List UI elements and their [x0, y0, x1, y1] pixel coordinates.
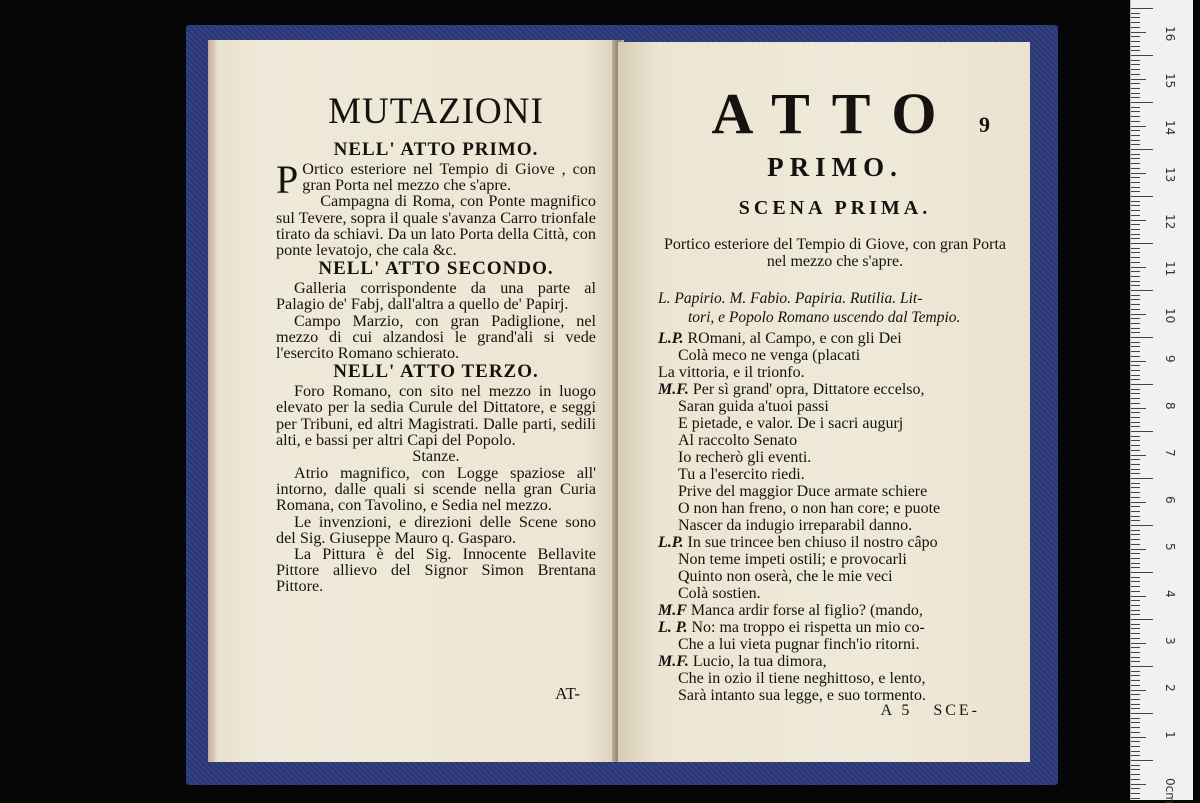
- ruler-tick: [1131, 234, 1140, 235]
- ruler-tick: [1131, 252, 1140, 253]
- ruler-tick: [1131, 544, 1140, 545]
- dialogue-text: Colà meco ne venga (placati: [678, 347, 860, 364]
- left-page: [208, 40, 618, 762]
- dialogue-line: [658, 364, 1012, 381]
- ruler-tick: [1131, 506, 1140, 507]
- act2-paragraph-2: Campo Marzio, con gran Padiglione, nel mezzo di cui alzandosi le grand'ali si vede l'esercito Romano schierato.: [276, 313, 596, 362]
- dialogue-text: Che a lui vieta pugnar finch'io ritorni.: [678, 636, 919, 653]
- ruler-tick: [1131, 271, 1140, 272]
- dialogue-line: [658, 517, 1012, 534]
- ruler-tick: [1131, 422, 1140, 423]
- cast-line-1: L. Papirio. M. Fabio. Papiria. Rutilia. Lit-: [658, 290, 1012, 307]
- ruler-tick: [1131, 469, 1140, 470]
- catchword-right: SCE-: [933, 702, 980, 719]
- ruler-tick: [1131, 93, 1140, 94]
- ruler-tick: [1131, 755, 1140, 756]
- ruler-tick: [1131, 41, 1140, 42]
- act-number: PRIMO.: [658, 152, 1012, 183]
- ruler-tick: [1131, 32, 1146, 33]
- dialogue-text: Che in ozio il tiene neghittoso, e lento,: [678, 670, 926, 687]
- ruler-tick: [1131, 13, 1140, 14]
- ruler-number: 13: [1163, 167, 1177, 182]
- act3-paragraph-1: Foro Romano, con sito nel mezzo in luogo elevato per la sedia Curule del Dittatore, e seggi per Tribuni, ed altri Magistrati. Dalle parti, sedili alti, e bassi per altri Capi del Popolo.: [276, 383, 596, 448]
- ruler-number: 16: [1163, 26, 1177, 41]
- dialogue-text: Colà sostien.: [678, 585, 761, 602]
- ruler-tick: [1131, 436, 1140, 437]
- dialogue-text: Quinto non oserà, che le mie veci: [678, 568, 893, 585]
- ruler-tick: [1131, 389, 1140, 390]
- ruler-number: 10: [1163, 308, 1177, 323]
- dialogue-text: E pietade, e valor. De i sacri augurj: [678, 415, 903, 432]
- ruler-tick: [1131, 619, 1153, 620]
- ruler-tick: [1131, 502, 1146, 503]
- act1-heading: NELL' ATTO PRIMO.: [276, 139, 596, 161]
- ruler-tick: [1131, 102, 1153, 103]
- dialogue-text: Saran guida a'tuoi passi: [678, 398, 829, 415]
- dialogue-text: No: ma troppo ei rispetta un mio co-: [691, 619, 924, 636]
- ruler-tick: [1131, 699, 1140, 700]
- ruler-number: 0cm: [1163, 778, 1177, 803]
- ruler-tick: [1131, 248, 1140, 249]
- act1-paragraph-1: [276, 161, 596, 193]
- dialogue-line: [658, 330, 1012, 347]
- ruler-tick: [1131, 262, 1140, 263]
- ruler-tick: [1131, 638, 1140, 639]
- ruler-tick: [1131, 765, 1140, 766]
- dialogue-text: Prive del maggior Duce armate schiere: [678, 483, 927, 500]
- ruler-tick: [1131, 398, 1140, 399]
- ruler-tick: [1131, 737, 1146, 738]
- ruler-tick: [1131, 412, 1140, 413]
- ruler-tick: [1131, 581, 1140, 582]
- ruler-tick: [1131, 83, 1140, 84]
- ruler-tick: [1131, 769, 1140, 770]
- ruler-tick: [1131, 191, 1140, 192]
- ruler-tick: [1131, 473, 1140, 474]
- act-title: ATTO: [658, 84, 1012, 144]
- ruler-tick: [1131, 285, 1140, 286]
- ruler-tick: [1131, 370, 1140, 371]
- ruler-tick: [1131, 135, 1140, 136]
- act1-paragraph-1-text: Ortico esteriore nel Tempio di Giove , con gran Porta nel mezzo che s'apre.: [302, 160, 596, 194]
- dialogue-text: La vittoria, e il trionfo.: [658, 364, 805, 381]
- ruler-number: 3: [1163, 637, 1177, 645]
- ruler-tick: [1131, 158, 1140, 159]
- ruler-tick: [1131, 610, 1140, 611]
- dialogue-line: [658, 449, 1012, 466]
- ruler-tick: [1131, 281, 1140, 282]
- ruler-tick: [1131, 393, 1140, 394]
- dialogue-line: [658, 432, 1012, 449]
- ruler-number: 1: [1163, 731, 1177, 739]
- ruler-number: 8: [1163, 402, 1177, 410]
- dialogue-line: [658, 500, 1012, 517]
- ruler-tick: [1131, 534, 1140, 535]
- ruler-tick: [1131, 210, 1140, 211]
- ruler-tick: [1131, 356, 1140, 357]
- speaker-tag: L.P.: [658, 330, 683, 347]
- ruler-tick: [1131, 8, 1153, 9]
- ruler-tick: [1131, 290, 1153, 291]
- dialogue-line: [658, 653, 1012, 670]
- ruler-tick: [1131, 628, 1140, 629]
- ruler-number: 9: [1163, 355, 1177, 363]
- dialogue-line: [658, 568, 1012, 585]
- act2-paragraph-1: Galleria corrispondente da una parte al Palagio de' Fabj, dall'altra a quello de' Papirj.: [276, 280, 596, 312]
- scene-title: SCENA PRIMA.: [658, 197, 1012, 220]
- ruler-tick: [1131, 525, 1153, 526]
- credits-scene: Le invenzioni, e direzioni delle Scene sono del Sig. Giuseppe Mauro q. Gasparo.: [276, 514, 596, 546]
- ruler-tick: [1131, 309, 1140, 310]
- dialogue-line: [658, 381, 1012, 398]
- dialogue-text: Per sì grand' opra, Dittatore eccelso,: [693, 381, 925, 398]
- ruler-tick: [1131, 384, 1153, 385]
- ruler-tick: [1131, 511, 1140, 512]
- ruler-tick: [1131, 379, 1140, 380]
- ruler-tick: [1131, 774, 1140, 775]
- ruler-tick: [1131, 643, 1146, 644]
- ruler-tick: [1131, 74, 1140, 75]
- ruler-number: 7: [1163, 449, 1177, 457]
- ruler-tick: [1131, 600, 1140, 601]
- ruler-tick: [1131, 116, 1140, 117]
- ruler-tick: [1131, 690, 1146, 691]
- dialogue-text: In sue trincee ben chiuso il nostro câpo: [687, 534, 937, 551]
- dialogue-line: [658, 636, 1012, 653]
- ruler-tick: [1131, 483, 1140, 484]
- ruler-tick: [1131, 22, 1140, 23]
- ruler-tick: [1131, 163, 1140, 164]
- ruler-number: 4: [1163, 590, 1177, 598]
- ruler-tick: [1131, 361, 1146, 362]
- ruler-tick: [1131, 549, 1146, 550]
- dialogue-line: [658, 347, 1012, 364]
- ruler-tick: [1131, 36, 1140, 37]
- ruler-tick: [1131, 779, 1140, 780]
- ruler-tick: [1131, 177, 1140, 178]
- ruler-number: 6: [1163, 496, 1177, 504]
- ruler-tick: [1131, 220, 1146, 221]
- ruler-tick: [1131, 530, 1140, 531]
- ruler-tick: [1131, 694, 1140, 695]
- speaker-tag: M.F.: [658, 653, 689, 670]
- ruler-tick: [1131, 553, 1140, 554]
- ruler-tick: [1131, 17, 1140, 18]
- ruler-tick: [1131, 751, 1140, 752]
- ruler-tick: [1131, 445, 1140, 446]
- speaker-tag: M.F.: [658, 381, 689, 398]
- ruler-tick: [1131, 144, 1140, 145]
- ruler-tick: [1131, 666, 1153, 667]
- ruler-tick: [1131, 295, 1140, 296]
- ruler-tick: [1131, 591, 1140, 592]
- ruler-tick: [1131, 328, 1140, 329]
- dialogue-text: ROmani, al Campo, e con gli Dei: [687, 330, 901, 347]
- ruler-tick: [1131, 784, 1146, 785]
- ruler-tick: [1131, 304, 1140, 305]
- ruler-tick: [1131, 173, 1146, 174]
- ruler-tick: [1131, 605, 1140, 606]
- act3-heading: NELL' ATTO TERZO.: [276, 361, 596, 383]
- ruler-tick: [1131, 121, 1140, 122]
- dialogue-text: Manca ardir forse al figlio? (mando,: [691, 602, 923, 619]
- ruler-tick: [1131, 50, 1140, 51]
- ruler-tick: [1131, 69, 1140, 70]
- speaker-tag: L. P.: [658, 619, 687, 636]
- ruler-tick: [1131, 704, 1140, 705]
- ruler-tick: [1131, 450, 1140, 451]
- ruler-tick: [1131, 351, 1140, 352]
- ruler-tick: [1131, 267, 1146, 268]
- drop-cap: P: [276, 163, 298, 197]
- ruler-tick: [1131, 741, 1140, 742]
- ruler-number: 5: [1163, 543, 1177, 551]
- catchword-left: AT-: [555, 684, 580, 704]
- speaker-tag: M.F: [658, 602, 687, 619]
- ruler-tick: [1131, 332, 1140, 333]
- act1-paragraph-2: Campagna di Roma, con Ponte magnifico sul Tevere, sopra il quale s'avanza Carro trionfale tirato da schiavi. Da un lato Porta della Città, con ponte levatojo, che cala &c.: [276, 193, 596, 258]
- measuring-ruler: [1130, 0, 1193, 800]
- ruler-tick: [1131, 201, 1140, 202]
- ruler-number: 15: [1163, 73, 1177, 88]
- ruler-tick: [1131, 459, 1140, 460]
- ruler-tick: [1131, 718, 1140, 719]
- scene-setting: Portico esteriore del Tempio di Giove, con gran Porta nel mezzo che s'apre.: [658, 236, 1012, 270]
- ruler-tick: [1131, 149, 1153, 150]
- ruler-tick: [1131, 60, 1140, 61]
- ruler-number: 14: [1163, 120, 1177, 135]
- speaker-tag: L.P.: [658, 534, 683, 551]
- ruler-tick: [1131, 760, 1153, 761]
- ruler-tick: [1131, 224, 1140, 225]
- ruler-tick: [1131, 652, 1140, 653]
- ruler-tick: [1131, 64, 1140, 65]
- ruler-tick: [1131, 342, 1140, 343]
- dialogue-text: Sarà intanto sua legge, e suo tormento.: [678, 687, 926, 704]
- ruler-tick: [1131, 614, 1140, 615]
- ruler-tick: [1131, 97, 1140, 98]
- ruler-tick: [1131, 539, 1140, 540]
- dialogue-text: Tu a l'esercito riedi.: [678, 466, 805, 483]
- ruler-tick: [1131, 88, 1140, 89]
- ruler-tick: [1131, 27, 1140, 28]
- dialogue-text: Io recherò gli eventi.: [678, 449, 811, 466]
- ruler-tick: [1131, 788, 1140, 789]
- ruler-tick: [1131, 111, 1140, 112]
- dialogue-line: [658, 602, 1012, 619]
- ruler-tick: [1131, 727, 1140, 728]
- ruler-tick: [1131, 130, 1140, 131]
- ruler-tick: [1131, 323, 1140, 324]
- ruler-tick: [1131, 520, 1140, 521]
- dialogue-line: [658, 670, 1012, 687]
- signature-mark: A 5: [881, 702, 913, 719]
- page-title: MUTAZIONI: [276, 90, 596, 133]
- dialogue-line: [658, 619, 1012, 636]
- ruler-tick: [1131, 215, 1140, 216]
- ruler-tick: [1131, 196, 1153, 197]
- ruler-tick: [1131, 276, 1140, 277]
- dialogue-line: [658, 466, 1012, 483]
- ruler-tick: [1131, 140, 1140, 141]
- ruler-number: 2: [1163, 684, 1177, 692]
- ruler-tick: [1131, 633, 1140, 634]
- ruler-tick: [1131, 685, 1140, 686]
- credits-painting: La Pittura è del Sig. Innocente Bellavite Pittore allievo del Signor Simon Brentana Pittore.: [276, 546, 596, 595]
- dialogue-text: Nascer da indugio irreparabil danno.: [678, 517, 912, 534]
- ruler-tick: [1131, 455, 1146, 456]
- dialogue-line: [658, 398, 1012, 415]
- dialogue-line: [658, 534, 1012, 551]
- ruler-tick: [1131, 107, 1140, 108]
- ruler-tick: [1131, 243, 1153, 244]
- ruler-tick: [1131, 661, 1140, 662]
- ruler-tick: [1131, 722, 1140, 723]
- ruler-tick: [1131, 647, 1140, 648]
- ruler-tick: [1131, 365, 1140, 366]
- ruler-tick: [1131, 516, 1140, 517]
- ruler-tick: [1131, 746, 1140, 747]
- ruler-tick: [1131, 46, 1140, 47]
- ruler-tick: [1131, 572, 1153, 573]
- ruler-tick: [1131, 187, 1140, 188]
- ruler-tick: [1131, 168, 1140, 169]
- ruler-tick: [1131, 464, 1140, 465]
- dialogue-line: [658, 483, 1012, 500]
- ruler-tick: [1131, 680, 1140, 681]
- ruler-tick: [1131, 79, 1146, 80]
- ruler-tick: [1131, 182, 1140, 183]
- ruler-tick: [1131, 154, 1140, 155]
- ruler-tick: [1131, 440, 1140, 441]
- right-page: [618, 42, 1030, 762]
- ruler-tick: [1131, 431, 1153, 432]
- ruler-tick: [1131, 478, 1153, 479]
- ruler-tick: [1131, 793, 1140, 794]
- ruler-tick: [1131, 408, 1146, 409]
- ruler-tick: [1131, 497, 1140, 498]
- ruler-tick: [1131, 558, 1140, 559]
- ruler-tick: [1131, 596, 1146, 597]
- ruler-tick: [1131, 318, 1140, 319]
- ruler-tick: [1131, 713, 1153, 714]
- ruler-tick: [1131, 337, 1153, 338]
- ruler-tick: [1131, 567, 1140, 568]
- ruler-tick: [1131, 426, 1140, 427]
- stanze-label: Stanze.: [276, 448, 596, 465]
- ruler-tick: [1131, 492, 1140, 493]
- dialogue-text: Lucio, la tua dimora,: [693, 653, 827, 670]
- ruler-number: 11: [1163, 261, 1177, 276]
- ruler-tick: [1131, 314, 1146, 315]
- dialogue-line: [658, 415, 1012, 432]
- dialogue-text: Non teme impeti ostili; e provocarli: [678, 551, 907, 568]
- ruler-tick: [1131, 586, 1140, 587]
- ruler-tick: [1131, 205, 1140, 206]
- cast-line-2: tori, e Popolo Romano uscendo dal Tempio.: [658, 309, 1012, 326]
- ruler-tick: [1131, 375, 1140, 376]
- dialogue-text: Al raccolto Senato: [678, 432, 797, 449]
- act3-paragraph-2: Atrio magnifico, con Logge spaziose all' intorno, dalle quali si scende nella gran Curia Romana, con Tavolino, e Sedia nel mezzo.: [276, 465, 596, 514]
- dialogue-text: O non han freno, o non han core; e puote: [678, 500, 940, 517]
- ruler-tick: [1131, 403, 1140, 404]
- act2-heading: NELL' ATTO SECONDO.: [276, 258, 596, 280]
- ruler-tick: [1131, 299, 1140, 300]
- ruler-tick: [1131, 708, 1140, 709]
- dialogue: [658, 330, 1012, 704]
- ruler-tick: [1131, 55, 1153, 56]
- ruler-tick: [1131, 346, 1140, 347]
- ruler-tick: [1131, 798, 1140, 799]
- ruler-tick: [1131, 417, 1140, 418]
- page-number: 9: [979, 112, 990, 138]
- dialogue-line: [658, 585, 1012, 602]
- dialogue-line: [658, 551, 1012, 568]
- ruler-tick: [1131, 487, 1140, 488]
- ruler-tick: [1131, 624, 1140, 625]
- ruler-tick: [1131, 238, 1140, 239]
- ruler-tick: [1131, 257, 1140, 258]
- ruler-tick: [1131, 563, 1140, 564]
- page-footer: [881, 702, 980, 720]
- ruler-tick: [1131, 126, 1146, 127]
- ruler-tick: [1131, 229, 1140, 230]
- ruler-tick: [1131, 657, 1140, 658]
- ruler-number: 12: [1163, 214, 1177, 229]
- ruler-tick: [1131, 577, 1140, 578]
- ruler-tick: [1131, 671, 1140, 672]
- ruler-tick: [1131, 675, 1140, 676]
- ruler-tick: [1131, 732, 1140, 733]
